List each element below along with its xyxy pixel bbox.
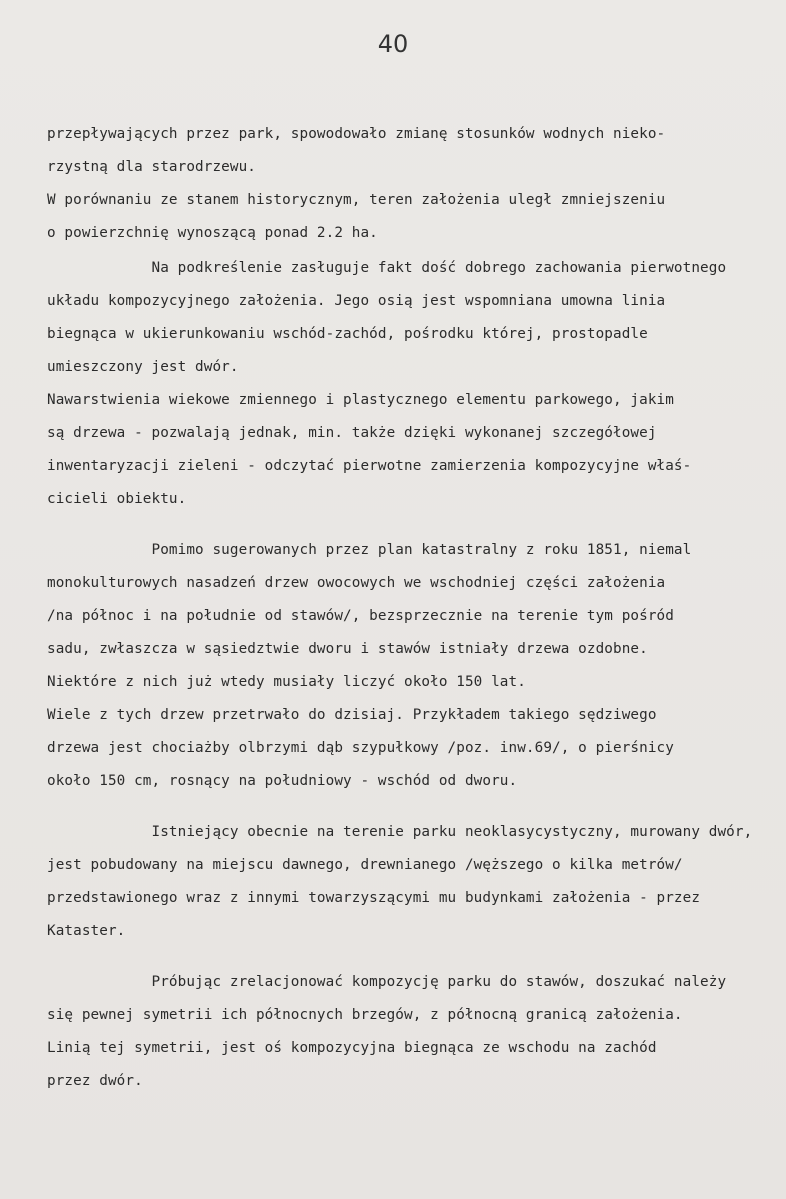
- text-line: inwentaryzacji zieleni - odczytać pierwotne zamierzenia kompozycyjne właś-: [47, 458, 692, 474]
- text-line: drzewa jest chociażby olbrzymi dąb szypułkowy /poz. inw.69/, o pierśnicy: [47, 740, 674, 756]
- text-line: umieszczony jest dwór.: [47, 359, 239, 375]
- text-line: Pomimo sugerowanych przez plan katastralny z roku 1851, niemal: [47, 542, 692, 558]
- text-line: rzystną dla starodrzewu.: [47, 159, 256, 175]
- text-line: sadu, zwłaszcza w sąsiedztwie dworu i stawów istniały drzewa ozdobne.: [47, 641, 648, 657]
- text-line: W porównaniu ze stanem historycznym, teren założenia uległ zmniejszeniu: [47, 192, 666, 208]
- text-line: przez dwór.: [47, 1073, 143, 1089]
- text-line: jest pobudowany na miejscu dawnego, drewnianego /węższego o kilka metrów/: [47, 857, 683, 873]
- text-line: Wiele z tych drzew przetrwało do dzisiaj. Przykładem takiego sędziwego: [47, 707, 657, 723]
- text-line: Niektóre z nich już wtedy musiały liczyć około 150 lat.: [47, 674, 526, 690]
- text-line: /na północ i na południe od stawów/, bezsprzecznie na terenie tym pośród: [47, 608, 674, 624]
- text-line: układu kompozycyjnego założenia. Jego osią jest wspomniana umowna linia: [47, 293, 666, 309]
- text-line: Linią tej symetrii, jest oś kompozycyjna biegnąca ze wschodu na zachód: [47, 1040, 657, 1056]
- text-line: Próbując zrelacjonować kompozycję parku do stawów, doszukać należy: [47, 974, 727, 990]
- text-line: są drzewa - pozwalają jednak, min. także dzięki wykonanej szczegółowej: [47, 425, 657, 441]
- text-line: Na podkreślenie zasługuje fakt dość dobrego zachowania pierwotnego: [47, 260, 727, 276]
- text-line: cicieli obiektu.: [47, 491, 187, 507]
- text-line: biegnąca w ukierunkowaniu wschód-zachód, pośrodku której, prostopadle: [47, 326, 648, 342]
- text-line: o powierzchnię wynoszącą ponad 2.2 ha.: [47, 225, 378, 241]
- text-line: Istniejący obecnie na terenie parku neoklasycystyczny, murowany dwór,: [47, 824, 753, 840]
- text-line: przedstawionego wraz z innymi towarzyszącymi mu budynkami założenia - przez: [47, 890, 701, 906]
- text-line: Nawarstwienia wiekowe zmiennego i plastycznego elementu parkowego, jakim: [47, 392, 674, 408]
- page-number: 40: [377, 30, 409, 58]
- text-line: monokulturowych nasadzeń drzew owocowych we wschodniej części założenia: [47, 575, 666, 591]
- text-line: około 150 cm, rosnący na południowy - wschód od dworu.: [47, 773, 518, 789]
- text-line: Kataster.: [47, 923, 126, 939]
- text-line: się pewnej symetrii ich północnych brzegów, z północną granicą założenia.: [47, 1007, 683, 1023]
- body-text: [47, 118, 777, 1098]
- text-line: przepływających przez park, spowodowało zmianę stosunków wodnych nieko-: [47, 126, 666, 142]
